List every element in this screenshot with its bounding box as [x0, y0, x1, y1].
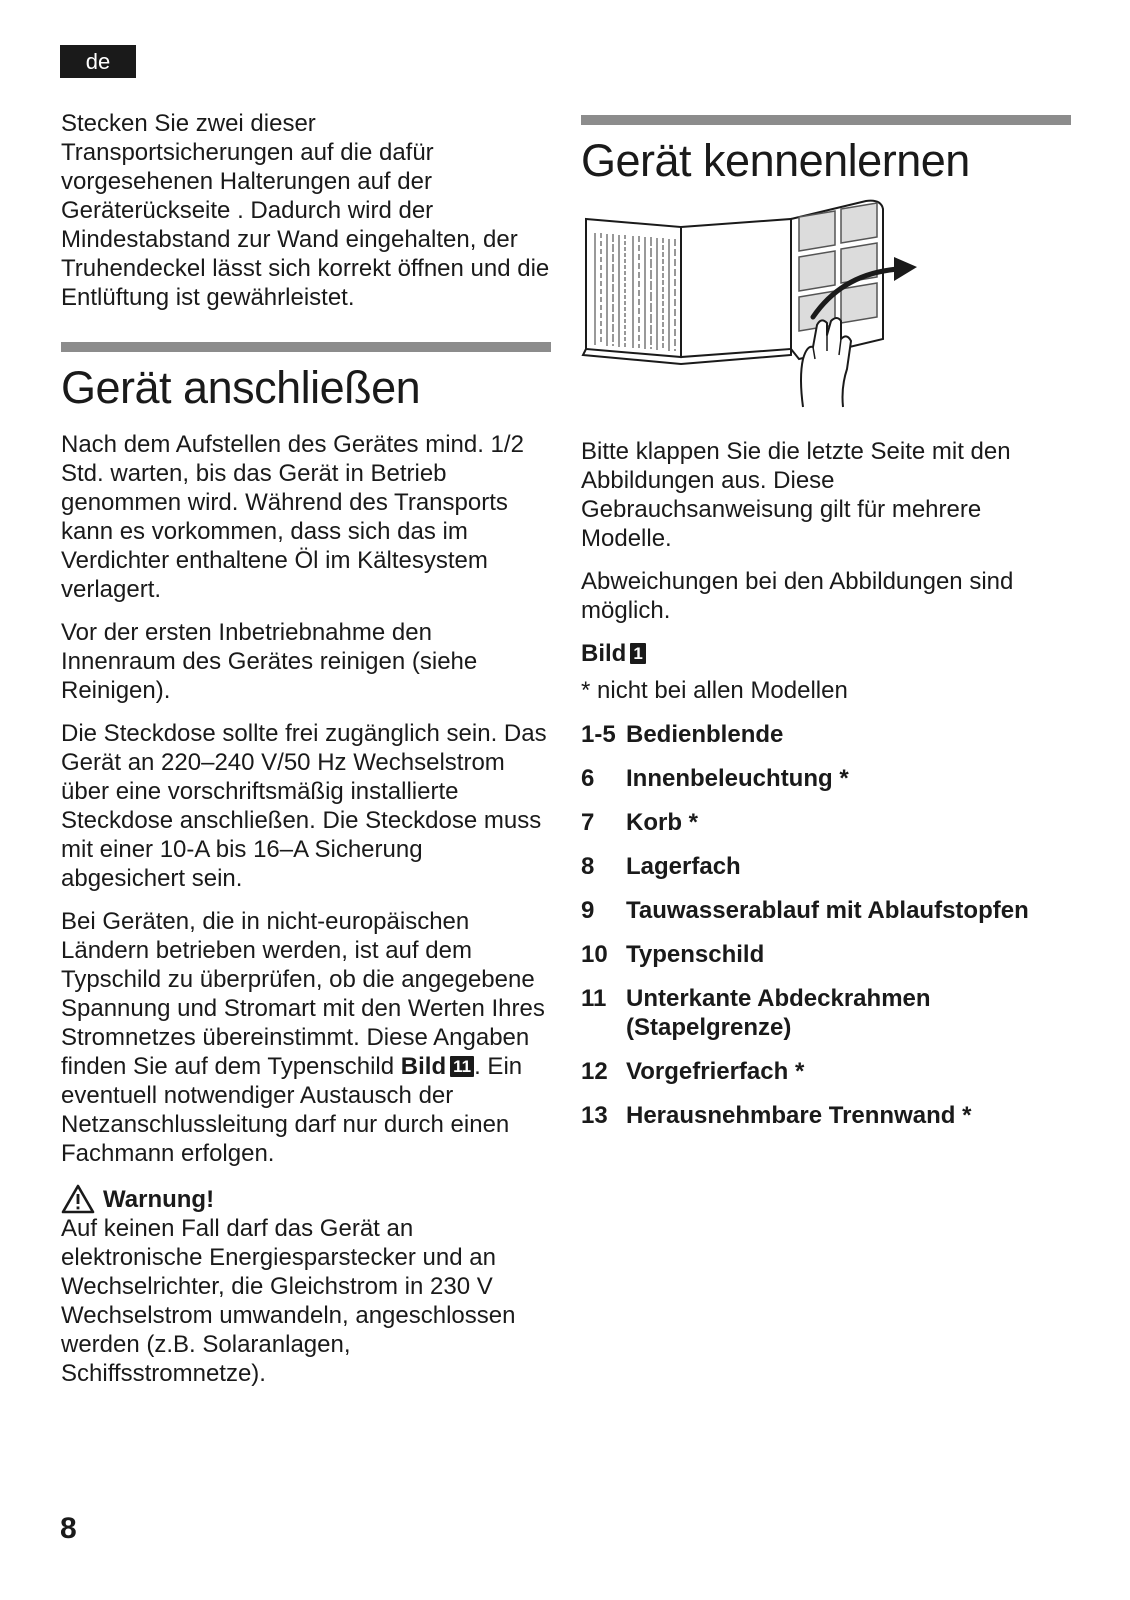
warning-text: Auf keinen Fall darf das Gerät an elektronische Energiesparstecker und an Wechselrichter, die Gleichstrom in 230 V Wechselstrom umwandeln, angeschlossen werden (z.B. Solaranlagen, Schiffsstromnetze). [61, 1215, 516, 1387]
list-item [581, 764, 1071, 793]
item-number: 8 [581, 853, 595, 880]
item-number: 12 [581, 1058, 608, 1085]
item-label: Korb * [626, 809, 698, 836]
page-number: 8 [60, 1512, 77, 1545]
warning-icon [61, 1184, 95, 1214]
paragraph: Bitte klappen Sie die letzte Seite mit den Abbildungen aus. Diese Gebrauchsanweisung gilt für mehrere Modelle. [581, 438, 1011, 552]
paragraph [61, 907, 551, 1168]
section-overview [581, 115, 1071, 189]
list-item [581, 896, 1071, 925]
left-column [61, 109, 551, 1388]
paragraph: Die Steckdose sollte frei zugänglich sein. Das Gerät an 220–240 V/50 Hz Wechselstrom über eine vorschriftsmäßig installierte Steckdose anschließen. Die Steckdose muss mit einer 10-A bis 16–A Sicherung abgesichert sein. [61, 720, 547, 892]
item-label: Vorgefrierfach * [626, 1058, 805, 1085]
figure-heading [581, 639, 1071, 668]
fold-out-manual-illustration [581, 199, 1071, 419]
item-label: Bedienblende [626, 721, 784, 748]
figure-number-badge: 1 [630, 643, 645, 664]
paragraph: Abweichungen bei den Abbildungen sind möglich. [581, 568, 1014, 624]
item-label: Unterkante Abdeckrahmen (Stapelgrenze) [626, 985, 931, 1041]
language-tag: de [60, 45, 136, 78]
item-number: 13 [581, 1102, 608, 1129]
figure-number-badge: 11 [450, 1056, 474, 1077]
section-rule [61, 342, 551, 352]
item-number: 1-5 [581, 721, 616, 748]
item-label: Tauwasserablauf mit Ablaufstopfen [626, 897, 1029, 924]
list-item [581, 984, 1071, 1042]
item-number: 7 [581, 809, 595, 836]
item-label: Innenbeleuchtung * [626, 765, 849, 792]
section-rule [581, 115, 1071, 125]
item-label: Herausnehmbare Trennwand * [626, 1102, 972, 1129]
figure-label: Bild [581, 640, 627, 667]
figure-reference: Bild [400, 1053, 447, 1080]
section-heading: Gerät kennenlernen [581, 135, 970, 186]
paragraph: Vor der ersten Inbetriebnahme den Innenraum des Gerätes reinigen (siehe Reinigen). [61, 619, 478, 704]
paragraph-text: . Ein eventuell notwendiger Austausch der Netzanschlussleitung darf nur durch einen Fachmann erfolgen. [61, 1053, 523, 1167]
list-item [581, 940, 1071, 969]
item-number: 9 [581, 897, 595, 924]
section-heading: Gerät anschließen [61, 362, 421, 413]
list-item [581, 852, 1071, 881]
footnote: * nicht bei allen Modellen [581, 677, 848, 704]
item-number: 10 [581, 941, 608, 968]
right-column [581, 115, 1071, 1130]
list-item [581, 808, 1071, 837]
intro-paragraph: Stecken Sie zwei dieser Transportsicherungen auf die dafür vorgesehenen Halterungen auf der Geräterückseite . Dadurch wird der Mindestabstand zur Wand eingehalten, der Truhendeckel lässt sich korrekt öffnen und die Entlüftung ist gewährleistet. [61, 110, 550, 311]
item-number: 6 [581, 765, 595, 792]
paragraph-text: Bei Geräten, die in nicht-europäischen Ländern betrieben werden, ist auf dem Typschild zu überprüfen, ob die angegebene Spannung und Stromart mit den Werten Ihres Stromnetzes übereinstimmt. Diese Angaben finden Sie auf dem Typenschild [61, 908, 545, 1080]
warning-heading [61, 1184, 551, 1214]
item-label: Typenschild [626, 941, 765, 968]
warning-title: Warnung! [103, 1185, 215, 1213]
list-item [581, 1057, 1071, 1086]
paragraph: Nach dem Aufstellen des Gerätes mind. 1/2 Std. warten, bis das Gerät in Betrieb genommen wird. Während des Transports kann es vorkommen, dass sich das im Verdichter enthaltene Öl im Kältesystem verlagert. [61, 431, 524, 603]
item-label: Lagerfach [626, 853, 741, 880]
section-connect [61, 342, 551, 416]
list-item [581, 720, 1071, 749]
manual-fold-out-icon [581, 199, 941, 414]
parts-list [581, 720, 1071, 1130]
list-item [581, 1101, 1071, 1130]
item-number: 11 [581, 985, 607, 1012]
